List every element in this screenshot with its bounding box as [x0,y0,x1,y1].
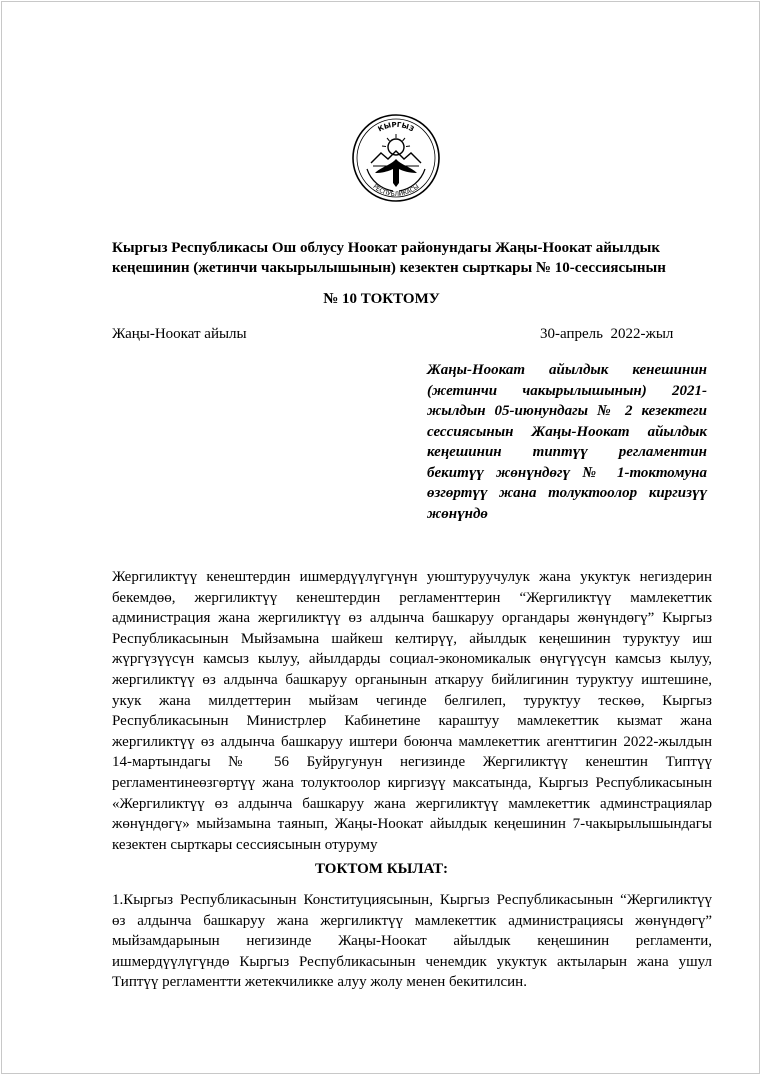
header-line-2: кеңешинин (жетинчи чакырылышынын) кезектен сырткары № 10-сессиясынын [112,260,666,276]
emblem-top-text: КЫРГЫЗ [376,120,416,134]
document-number: № 10 ТОКТОМУ [323,291,440,307]
kyrgyz-state-emblem-icon [351,113,441,203]
document-subject: Жаңы-Ноокат айылдык кенешинин (жетинчи чакырылышынын) 2021-жылдын 05-июнундагы № 2 кезектеги сессиясынын Жаңы-Ноокат айылдык кеңешинин типтүү регламентин бекитүү жөнүндөгү № 1-токтомуна өзгөртүү жана толуктоолор киргизүү жөнүндө [427,362,707,522]
document-date: 30-апрель 2022-жыл [540,326,674,342]
resolution-item-1: 1.Кыргыз Республикасынын Конституциясынын, Кыргыз Республикасынын “Жергиликтүү өз алдынча башкаруу жана жергиликтүү мамлекеттик администрациясы жөнүндөгү” мыйзамдарынын негизинде Жаңы-Ноокат айылдык кеңешинин регламенти, ишмердүүлүгүндө Кыргыз Республикасынын ченемдик укуктук актыларын жана ушул Типтүү регламентти жетекчиликке алуу жолу менен бекитилсин. [112,892,712,991]
resolve-heading: ТОКТОМ КЫЛАТ: [314,861,449,877]
emblem-bottom-text: РЕСПУБЛИКАСЫ [371,183,421,199]
svg-text:КЫРГЫЗ [377,121,416,134]
document-place: Жаңы-Ноокат айылы [112,326,247,342]
document-header [112,238,712,278]
preamble-paragraph: Жергиликтүү кенештердин ишмердүүлүгүнүн уюштуруучулук жана укуктук негиздерин бекемдөө, жергиликтүү кенештердин регламенттерин “Жергиликтүү мамлекеттик администрация жана жергиликтүү өз алдынча башкаруу органдары жөнүндөгү” Кыргыз Республикасынын Мыйзамына шайкеш келтирүү, айылдык кеңешинин туруктуу иш жүргүзүүсүн камсыз кылуу, айылдарды социал-экономикалык өнүгүүсүн камсыз кылуу, жергиликтүү өз алдынча башкаруу органынын аткаруу бийлигинин туруктуу иштешине, укук жана милдеттерин мыйзам чегинде белгилеп, туруктуу тескөө, Кыргыз Республикасынын Министрлер Кабинетине караштуу мамлекеттик кызмат жана жергиликтүү өз алдынча башкаруу иштери боюнча мамлекеттик агенттигин 2022-жылдын 14-мартындагы № 56 Буйругунун негизинде Жергиликтүү кенештин Типтүү регламентинеөзгөртүү жана толуктоолор киргизүү максатында, Кыргыз Республикасынын «Жергиликтүү өз алдынча башкаруу жана жергиликтүү мамлекеттик админстрациялар жөнүндөгү» мыйзамына таянып, Жаңы-Ноокат айылдык кеңешинин 7-чакырылышындагы кезектен сырткары сессиясынын отуруму [112,569,712,853]
header-line-1: Кыргыз Республикасы Ош облусу Ноокат районундагы Жаңы-Ноокат айылдык [112,240,661,256]
